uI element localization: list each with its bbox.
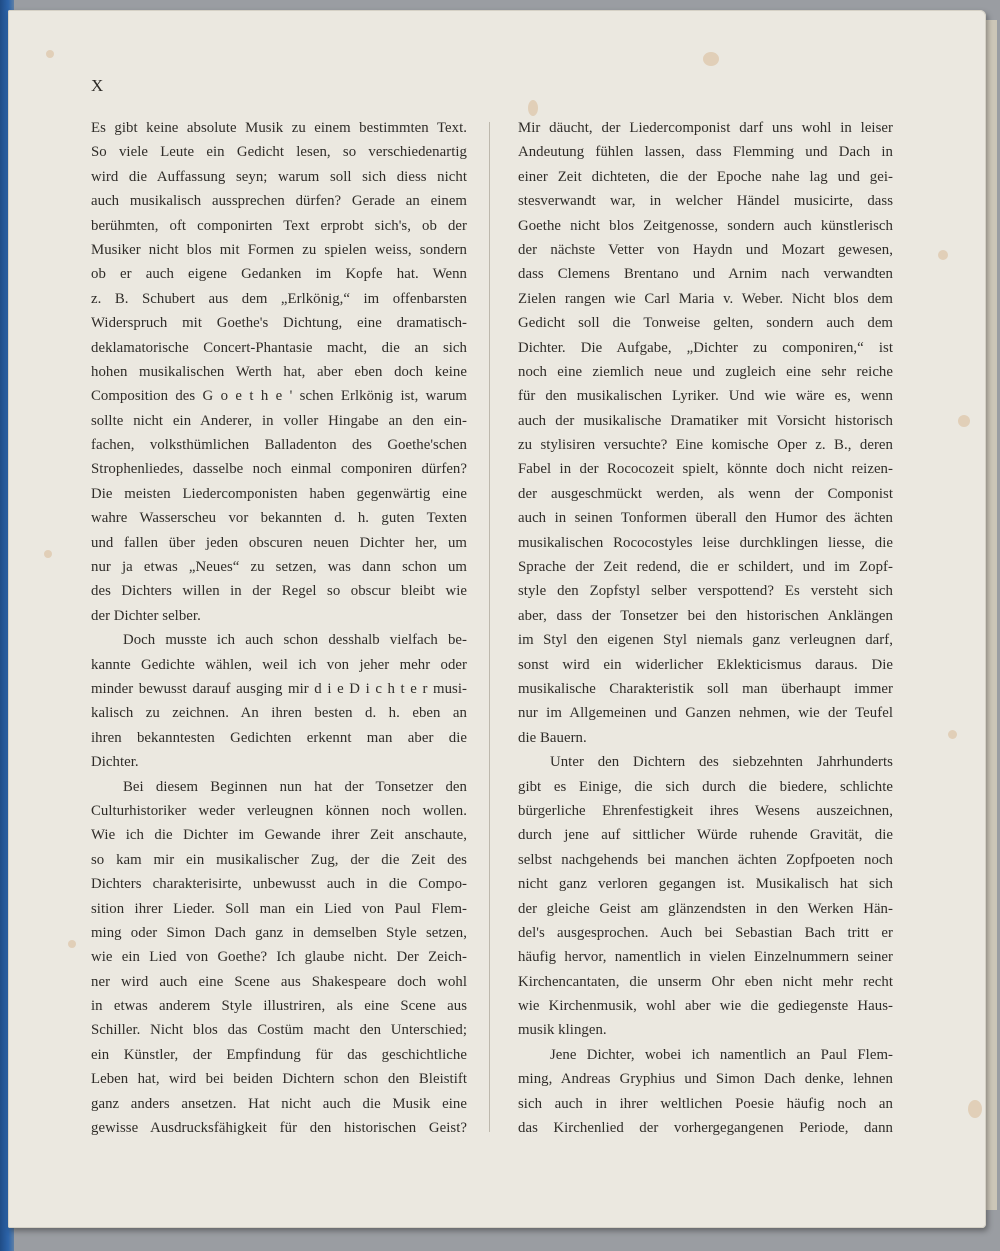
text-line: Es gibt keine absolute Musik zu einem bestimmten Text. [91,120,467,136]
text-line: Culturhistoriker weder verleugnen können noch wollen. [91,802,467,819]
foxing-spot [968,1100,982,1118]
text-line: das Kirchenlied der vorhergegangenen Periode, dann [518,1120,893,1137]
text-line: Doch musste ich auch schon desshalb vielfach be- [123,632,467,649]
text-line: hohen musikalischen Werth hat, aber eben doch keine [91,363,467,380]
text-line: sich auch in ihrer weltlichen Poesie häufig noch an [518,1095,893,1112]
text-line: wie Kirchenmusik, wohl aber wie die gediegenste Haus- [518,998,893,1015]
text-line: gibt es Einige, die sich durch die biedere, schlichte [518,778,893,795]
text-line: wie ein Lied von Goethe? Ich glaube nicht. Der Zeich- [91,949,467,966]
text-column-left [91,116,467,1140]
text-line: Goethe nicht blos Zeitgenosse, sondern auch künstlerisch [518,217,893,234]
text-line: Fabel in der Rococozeit spielt, könnte doch nicht reizen- [518,461,893,478]
text-line: fachen, volksthümlichen Balladenton des Goethe'schen [91,437,467,454]
text-line: sollte nicht ein Anderer, in voller Hingabe an den ein- [91,412,467,429]
text-line: So viele Leute ein Gedicht lesen, so verschiedenartig [91,144,467,161]
text-line: durch jene auf sittlicher Würde ruhende Gravität, die [518,827,893,844]
text-line: Dichters charakterisirte, unbewusst auch in die Compo- [91,876,467,893]
foxing-spot [948,730,957,739]
foxing-spot [528,100,538,116]
text-line: musikalische Charakteristik soll man überhaupt immer [518,680,893,697]
text-line: kannte Gedichte wählen, weil ich von jeher mehr oder [91,656,467,673]
text-line: Unter den Dichtern des siebzehnten Jahrhunderts [550,754,893,771]
text-line: deklamatorische Concert-Phantasie macht, die an sich [91,339,467,356]
text-line: gewisse Ausdrucksfähigkeit für den historischen Geist? [91,1120,467,1137]
text-line: ner wird auch eine Scene aus Shakespeare doch wohl [91,973,467,990]
foxing-spot [44,550,52,558]
text-line: Schiller. Nicht blos das Costüm macht den Unterschied; [91,1022,467,1039]
text-column-right [518,116,893,1140]
text-line: Bei diesem Beginnen nun hat der Tonsetzer den [123,778,467,795]
text-line: ming, Andreas Gryphius und Simon Dach denke, lehnen [518,1071,893,1088]
text-line: musikalischen Rococostyles leise durchklingen liesse, die [518,534,893,551]
text-line: style den Zopfstyl selber verspottend? Es versteht sich [518,583,893,600]
text-line: Gedicht soll die Tonweise gelten, sondern auch dem [518,315,893,332]
text-line: ming oder Simon Dach ganz in demselben Style setzen, [91,924,467,941]
text-line: im Styl den eigenen Styl niemals ganz verleugnen darf, [518,632,893,649]
text-line: in etwas anderem Style illustriren, als eine Scene aus [91,998,467,1015]
foxing-spot [703,52,719,66]
text-line: stesverwandt war, in welcher Händel musicirte, dass [518,193,893,210]
text-line: einer Zeit dichteten, die der Epoche nahe lag und gei- [518,168,893,185]
text-line: die Bauern. [518,729,587,746]
text-line: Widerspruch mit Goethe's Dichtung, eine dramatisch- [91,315,467,332]
text-line: minder bewusst darauf ausging mir d i e D i c h t e r musi- [91,680,467,697]
text-line: ein Künstler, der Empfindung für das geschichtliche [91,1046,467,1063]
text-line: Jene Dichter, wobei ich namentlich an Paul Flem- [550,1046,893,1063]
foxing-spot [938,250,948,260]
text-line: auch der musikalische Dramatiker mit Vorsicht historisch [518,412,893,429]
text-line: Mir däucht, der Liedercomponist darf uns wohl in leiser [518,120,893,136]
text-line: dass Clemens Brentano und Arnim nach verwandten [518,266,893,283]
text-line: der gleiche Geist am glänzendsten in den Werken Hän- [518,900,893,917]
text-line: sonst wird ein widerlicher Eklekticismus daraus. Die [518,656,893,673]
text-line: nicht ganz verloren gegangen ist. Musikalisch hat sich [518,876,893,893]
text-line: der ausgeschmückt werden, als wenn der Componist [518,485,893,502]
text-line: auch in seinen Tonformen überall den Humor des ächten [518,510,893,527]
page-number: X [91,76,104,95]
text-line: Sprache der Zeit redend, die er schildert, und im Zopf- [518,559,893,576]
text-line: z. B. Schubert aus dem „Erlkönig,“ im offenbarsten [91,290,467,307]
foxing-spot [46,50,54,58]
text-line: zu stylisiren versuchte? Eine komische Oper z. B., deren [518,437,893,454]
text-line: ob er auch eigene Gedanken im Kopfe hat. Wenn [91,266,467,283]
text-line: der Dichter selber. [91,607,201,624]
text-line: wahre Wasserscheu vor bekannten d. h. guten Texten [91,510,467,527]
text-line: berühmten, oft componirten Text erprobt sich's, ob der [91,217,467,234]
text-line: musik klingen. [518,1022,607,1039]
text-line: aber, dass der Tonsetzer bei den historischen Anklängen [518,607,893,624]
text-line: und fallen über jeden obscuren neuen Dichter her, um [91,534,467,551]
text-line: sition ihrer Lieder. Soll man ein Lied von Paul Flem- [91,900,467,917]
text-line: des Dichters willen in der Regel so obscur bleibt wie [91,583,467,600]
text-line: Composition des G o e t h e ' schen Erlkönig ist, warum [91,388,467,405]
text-line: für den musikalischen Lyriker. Und wie wäre es, wenn [518,388,893,405]
text-line: del's ausgesprochen. Auch bei Sebastian Bach tritt er [518,924,893,941]
text-line: Musiker nicht blos mit Formen zu spielen weiss, sondern [91,241,467,258]
text-line: auch musikalisch aussprechen dürfen? Gerade an einem [91,193,467,210]
text-line: kalisch zu zeichnen. An ihren besten d. h. eben an [91,705,467,722]
foxing-spot [958,415,970,427]
text-line: ganz anders ansetzen. Hat nicht auch die Musik eine [91,1095,467,1112]
text-line: nur ja etwas „Neues“ zu setzen, was dann schon um [91,559,467,576]
text-line: noch eine ziemlich neue und zugleich eine sehr reiche [518,363,893,380]
text-line: der nächste Vetter von Haydn und Mozart gewesen, [518,241,893,258]
text-line: nur im Allgemeinen und Ganzen nehmen, wie der Teufel [518,705,893,722]
text-line: Dichter. [91,754,139,771]
text-line: Leben hat, wird bei beiden Dichtern schon den Bleistift [91,1071,467,1088]
text-line: Wie ich die Dichter im Gewande ihrer Zeit anschaute, [91,827,467,844]
text-line: Kirchencantaten, die unserm Ohr eben nicht mehr recht [518,973,893,990]
foxing-spot [68,940,76,948]
text-line: wird die Auffassung seyn; warum soll sich diess nicht [91,168,467,185]
column-rule [489,122,490,1132]
text-line: Die meisten Liedercomponisten haben gegenwärtig eine [91,485,467,502]
text-line: ihren bekanntesten Gedichten erkennt man aber die [91,729,467,746]
text-line: selbst nachgehends bei manchen ächten Zopfpoeten noch [518,851,893,868]
text-line: häufig hervor, namentlich in vielen Einzelnummern seiner [518,949,893,966]
text-line: Dichter. Die Aufgabe, „Dichter zu componiren,“ ist [518,339,893,356]
text-line: Andeutung fühlen lassen, dass Flemming und Dach in [518,144,893,161]
text-line: bürgerliche Ehrenfestigkeit ihres Wesens auszeichnen, [518,802,893,819]
text-line: so kam mir ein musikalischer Zug, der die Zeit des [91,851,467,868]
text-line: Zielen rangen wie Carl Maria v. Weber. Nicht blos dem [518,290,893,307]
text-line: Strophenliedes, dasselbe noch einmal componiren dürfen? [91,461,467,478]
